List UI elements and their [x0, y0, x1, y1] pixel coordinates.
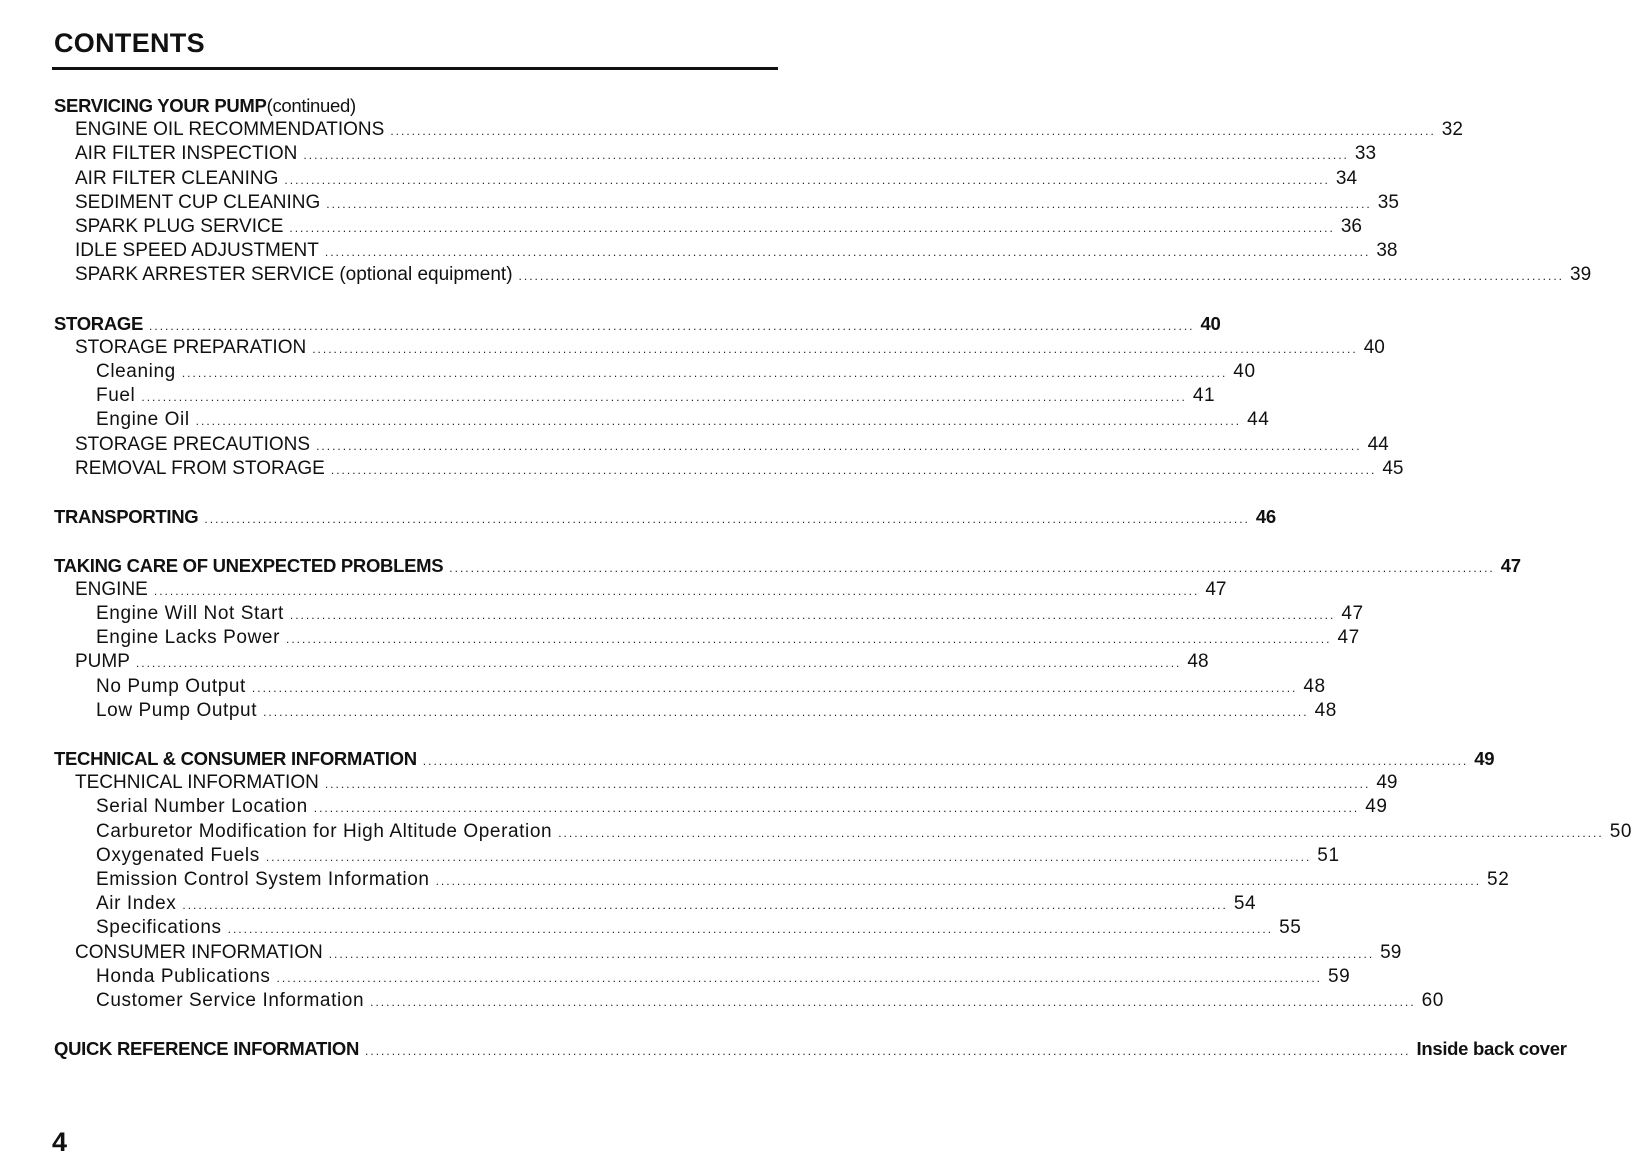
- toc-item[interactable]: [54, 239, 1398, 263]
- entry-title: ENGINE: [75, 578, 148, 600]
- toc-item[interactable]: [54, 142, 1377, 166]
- toc-section[interactable]: [54, 94, 777, 118]
- entry-page: 49: [1365, 796, 1388, 818]
- toc-item[interactable]: [54, 578, 1227, 602]
- entry-page: 48: [1314, 699, 1337, 721]
- dot-leader: ....................................................................................................................................................................................................: [286, 632, 1332, 647]
- entry-title: Engine Lacks Power: [96, 627, 281, 649]
- dot-leader: ....................................................................................................................................................................................................: [276, 970, 1322, 985]
- toc-subitem[interactable]: [54, 916, 1302, 940]
- dot-leader: ....................................................................................................................................................................................................: [135, 656, 1182, 671]
- dot-leader: ....................................................................................................................................................................................................: [326, 196, 1372, 211]
- entry-title: AIR FILTER CLEANING: [75, 167, 279, 189]
- dot-leader: ....................................................................................................................................................................................................: [312, 341, 1358, 356]
- toc-item[interactable]: [54, 650, 1209, 674]
- toc-subitem[interactable]: [54, 602, 1364, 626]
- section-spacer: [54, 529, 777, 553]
- dot-leader: ....................................................................................................................................................................................................: [149, 318, 1195, 333]
- dot-leader: ....................................................................................................................................................................................................: [518, 269, 1565, 284]
- entry-title: Fuel: [96, 385, 136, 407]
- entry-title: Honda Publications: [96, 965, 271, 987]
- entry-title: Emission Control System Information: [96, 869, 430, 890]
- table-of-contents: [54, 94, 1632, 1062]
- entry-page: 47: [1341, 602, 1364, 624]
- entry-title: SPARK ARRESTER SERVICE (optional equipment): [75, 264, 513, 286]
- entry-page: 59: [1380, 941, 1402, 963]
- toc-item[interactable]: [54, 118, 1463, 142]
- entry-page: 41: [1192, 385, 1216, 407]
- toc-item[interactable]: [54, 457, 1404, 481]
- toc-section[interactable]: [54, 747, 1495, 771]
- section-spacer: [54, 481, 777, 505]
- toc-subitem[interactable]: [54, 844, 1340, 868]
- entry-page: 47: [1500, 554, 1521, 576]
- entry-title: TRANSPORTING: [54, 506, 199, 528]
- dot-leader: ....................................................................................................................................................................................................: [181, 366, 1228, 381]
- entry-title: QUICK REFERENCE INFORMATION: [54, 1038, 360, 1060]
- page-number: 4: [52, 1127, 68, 1157]
- entry-page: 40: [1363, 336, 1385, 358]
- toc-item[interactable]: [54, 941, 1402, 965]
- entry-title: AIR FILTER INSPECTION: [75, 143, 298, 165]
- entry-title: PUMP: [75, 651, 130, 673]
- entry-title: No Pump Output: [96, 675, 246, 697]
- toc-item[interactable]: [54, 771, 1398, 795]
- toc-subitem[interactable]: [54, 699, 1337, 723]
- entry-title: SERVICING YOUR PUMP: [54, 95, 267, 116]
- entry-page: 36: [1340, 215, 1362, 237]
- entry-page: 46: [1255, 506, 1276, 528]
- dot-leader: ....................................................................................................................................................................................................: [558, 825, 1604, 840]
- entry-page: 49: [1474, 748, 1495, 770]
- dot-leader: ....................................................................................................................................................................................................: [182, 898, 1228, 913]
- toc-section[interactable]: [54, 554, 1521, 578]
- toc-subitem[interactable]: [54, 360, 1256, 384]
- toc-subitem[interactable]: [54, 989, 1444, 1013]
- entry-title: Engine Oil: [96, 409, 190, 431]
- entry-title: STORAGE PRECAUTIONS: [75, 433, 311, 455]
- dot-leader: ....................................................................................................................................................................................................: [303, 148, 1349, 163]
- dot-leader: ....................................................................................................................................................................................................: [365, 1044, 1411, 1059]
- entry-page: 54: [1233, 893, 1257, 915]
- entry-page: 50: [1609, 820, 1632, 842]
- dot-leader: ....................................................................................................................................................................................................: [328, 946, 1375, 961]
- entry-page: 39: [1570, 264, 1592, 286]
- dot-leader: ....................................................................................................................................................................................................: [263, 704, 1309, 719]
- entry-page: 44: [1247, 409, 1270, 431]
- dot-leader: ....................................................................................................................................................................................................: [204, 512, 1250, 527]
- dot-leader: ....................................................................................................................................................................................................: [449, 560, 1495, 575]
- dot-leader: ....................................................................................................................................................................................................: [324, 777, 1371, 792]
- dot-leader: ....................................................................................................................................................................................................: [141, 390, 1187, 405]
- toc-subitem[interactable]: [54, 965, 1351, 989]
- section-spacer: [54, 288, 777, 312]
- title-divider: [52, 67, 778, 70]
- entry-title: ENGINE OIL RECOMMENDATIONS: [75, 119, 385, 141]
- entry-title: SPARK PLUG SERVICE: [75, 215, 284, 237]
- entry-title: Customer Service Information: [96, 989, 365, 1011]
- entry-page: 44: [1367, 433, 1389, 455]
- entry-page: 52: [1487, 869, 1510, 890]
- dot-leader: ....................................................................................................................................................................................................: [313, 801, 1360, 816]
- entry-title: TECHNICAL INFORMATION: [75, 772, 319, 794]
- entry-title: Serial Number Location: [96, 796, 308, 818]
- entry-title: STORAGE: [54, 312, 144, 334]
- entry-title: Cleaning: [96, 361, 176, 383]
- dot-leader: ....................................................................................................................................................................................................: [370, 994, 1416, 1009]
- entry-page: 45: [1382, 457, 1404, 479]
- entry-page: 49: [1376, 772, 1398, 794]
- entry-title: CONSUMER INFORMATION: [75, 941, 323, 963]
- entry-page: 51: [1317, 844, 1340, 866]
- toc-subitem[interactable]: [54, 795, 1388, 819]
- entry-suffix: (continued): [266, 95, 356, 116]
- dot-leader: ....................................................................................................................................................................................................: [284, 172, 1330, 187]
- entry-page: 40: [1200, 312, 1221, 334]
- section-spacer: [54, 1013, 777, 1037]
- dot-leader: ....................................................................................................................................................................................................: [265, 849, 1312, 864]
- toc-subitem[interactable]: [54, 408, 1270, 432]
- entry-page: 34: [1335, 167, 1358, 189]
- entry-title: TECHNICAL & CONSUMER INFORMATION: [54, 748, 417, 770]
- toc-item[interactable]: [54, 167, 1358, 191]
- entry-page: 32: [1441, 119, 1463, 141]
- dot-leader: ....................................................................................................................................................................................................: [227, 922, 1274, 937]
- dot-leader: ....................................................................................................................................................................................................: [289, 607, 1336, 622]
- entry-title: Engine Will Not Start: [96, 602, 284, 624]
- dot-leader: ....................................................................................................................................................................................................: [153, 583, 1200, 598]
- entry-page: 40: [1233, 361, 1256, 383]
- entry-page: 59: [1328, 965, 1351, 987]
- entry-page: 60: [1421, 989, 1444, 1011]
- entry-page: 38: [1376, 240, 1398, 262]
- entry-title: STORAGE PREPARATION: [75, 336, 307, 358]
- section-spacer: [54, 723, 777, 747]
- entry-page: 48: [1303, 675, 1326, 697]
- toc-section[interactable]: [54, 1037, 1567, 1061]
- dot-leader: ....................................................................................................................................................................................................: [422, 754, 1469, 769]
- toc-item[interactable]: [54, 336, 1385, 360]
- dot-leader: ....................................................................................................................................................................................................: [435, 874, 1482, 888]
- toc-subitem[interactable]: [54, 675, 1326, 699]
- entry-title: Oxygenated Fuels: [96, 844, 260, 866]
- dot-leader: ....................................................................................................................................................................................................: [289, 220, 1335, 235]
- toc-item[interactable]: [54, 433, 1389, 457]
- toc-subitem[interactable]: [54, 892, 1257, 916]
- toc-item[interactable]: [54, 191, 1399, 215]
- entry-page: 47: [1337, 627, 1360, 649]
- entry-page: 47: [1205, 578, 1227, 600]
- entry-title: Specifications: [96, 917, 222, 939]
- toc-subitem[interactable]: [54, 868, 1510, 892]
- entry-page: 48: [1187, 651, 1209, 673]
- toc-section[interactable]: [54, 312, 1221, 336]
- entry-title: REMOVAL FROM STORAGE: [75, 457, 325, 479]
- entry-page: Inside back cover: [1416, 1038, 1567, 1060]
- dot-leader: ....................................................................................................................................................................................................: [251, 680, 1298, 695]
- toc-item[interactable]: [54, 263, 1592, 287]
- toc-section[interactable]: [54, 505, 1276, 529]
- dot-leader: ....................................................................................................................................................................................................: [330, 462, 1377, 477]
- entry-title: Air Index: [96, 893, 177, 915]
- page-title: CONTENTS: [54, 28, 205, 58]
- entry-title: Carburetor Modification for High Altitude Operation: [96, 820, 553, 842]
- entry-page: 35: [1377, 191, 1399, 213]
- entry-title: TAKING CARE OF UNEXPECTED PROBLEMS: [54, 554, 444, 576]
- toc-subitem[interactable]: [54, 820, 1632, 844]
- toc-subitem[interactable]: [54, 626, 1360, 650]
- toc-item[interactable]: [54, 215, 1362, 239]
- dot-leader: ....................................................................................................................................................................................................: [324, 245, 1371, 260]
- entry-page: 55: [1279, 917, 1302, 939]
- dot-leader: ....................................................................................................................................................................................................: [316, 438, 1362, 453]
- toc-subitem[interactable]: [54, 384, 1216, 408]
- entry-title: SEDIMENT CUP CLEANING: [75, 191, 321, 213]
- entry-page: 33: [1354, 143, 1377, 165]
- dot-leader: ....................................................................................................................................................................................................: [195, 414, 1242, 429]
- entry-title: Low Pump Output: [96, 699, 258, 721]
- entry-title: IDLE SPEED ADJUSTMENT: [75, 240, 319, 262]
- dot-leader: ....................................................................................................................................................................................................: [390, 124, 1436, 139]
